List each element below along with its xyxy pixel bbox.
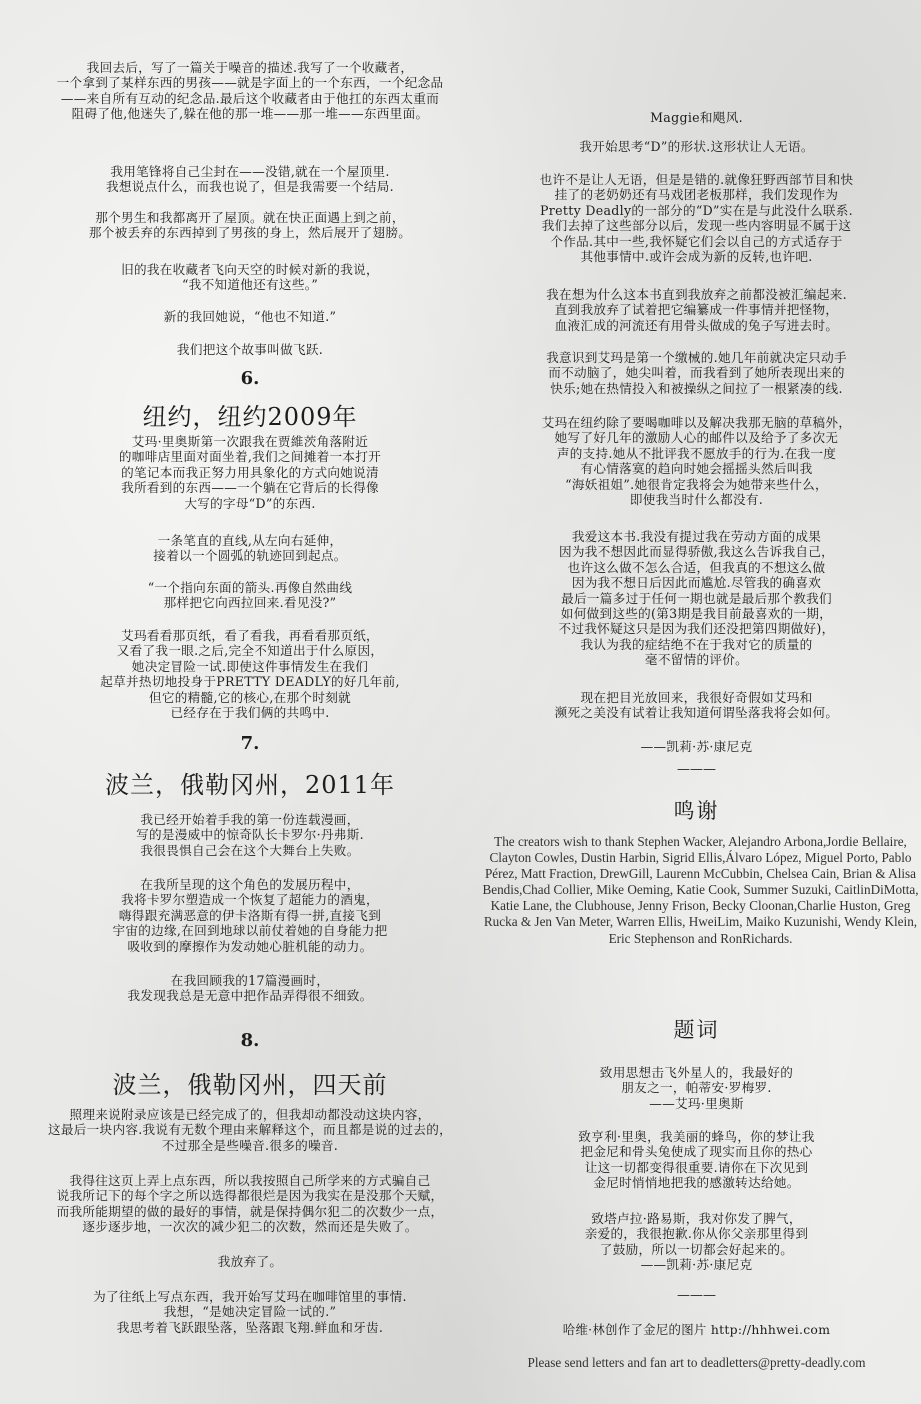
text-line: 金尼时悄悄地把我的感激转达给她。 [593,1175,800,1191]
para-carol [0,877,500,954]
text-line: 逐步逐步地，一次次的减少犯二的次数，然而还是失败了。 [82,1219,418,1235]
text-line: 我开始思考“D”的形状.这形状让人无语。 [579,139,814,154]
text-line: 如何做到这些的(第3期是我目前最喜欢的一期， [560,606,833,622]
para-love-book [472,529,921,668]
para-old-me [0,262,500,293]
text-line: 阻碍了他,他迷失了,躲在他的那一堆——那一堆——东西里面。 [71,106,429,122]
text-line: “我不知道他还有这些。” [181,277,319,293]
text-line: 直到我放弃了试着把它编纂成一件事情并把怪物， [554,302,839,318]
text-line: 这最后一块内容.我说有无数个理由来解释这个，而且都是说的过去的， [47,1122,452,1138]
text-line: The creators wish to thank Stephen Wacker, Alejandro Arbona, [494,834,827,849]
text-line: “一个指向东面的箭头.再像自然曲线 [147,580,353,595]
para-d-shape [472,139,921,154]
para-tricked [0,1173,500,1235]
para-gave-up [0,1254,500,1269]
dedication-henry [472,1129,921,1191]
text-line: 致亨利·里奥，我美丽的蜂鸟，你的梦让我 [578,1129,815,1144]
para-wings [0,210,500,241]
text-line: 而我所能期望的做的最好的事情，就是保持偶尔犯二的次数少一点， [56,1203,444,1219]
text-line: 个作品.其中一些,我怀疑它们会以自己的方式适存于 [550,233,843,249]
text-line: 毫不留情的评价。 [644,652,749,668]
text-line: 我想，“是她决定冒险一试的.” [163,1304,337,1320]
text-line: “海妖祖姐”.她很肯定我将会为她带来些什么， [565,476,828,492]
text-line: Lim, Maiko Kuzunishi, Wendy Klein, Eric Stephenson and Ron [608,914,918,946]
divider-2: ——— [677,1288,716,1303]
text-line: 我很畏惧自己会在这个大舞台上失败。 [140,842,360,858]
text-line: ——艾玛·里奥斯 [649,1095,744,1111]
text-line: 为了往纸上写点东西，我开始写艾玛在咖啡馆里的事情. [93,1289,407,1304]
dedication-tallulah [472,1211,921,1273]
para-arrow [0,580,500,611]
para-emma-surrendered [472,350,921,396]
text-line: 最后一篇多过于任何一期也就是最后那个教我们 [561,590,832,606]
section-title-7: 波兰，俄勒冈州，2011年 [104,771,396,799]
text-line: 因为我不想日后因此而尴尬.尽管我的确喜欢 [571,575,822,591]
text-line: 我爱这本书.我没有提过我在劳动方面的成果 [571,529,822,544]
text-line: 我所看到的东西——一个躺在它背后的长得像 [121,480,379,496]
text-line: 旧的我在收藏者飞向天空的时候对新的我说， [121,262,379,277]
text-line: 她决定冒险一试.即使这件事情发生在我们 [131,658,369,674]
para-compiled [472,287,921,333]
text-line: 吸收到的摩擦作为发动她心脏机能的动力。 [127,938,373,954]
text-line: 让这一切都变得很重要.请你在下次见到 [584,1159,809,1175]
text-line: 新的我回她说，“他也不知道.” [163,309,337,324]
text-line: 挂了的老奶奶还有马戏团老板那样，我们发现作为 [554,187,839,203]
para-straight-line [0,533,500,564]
text-line: 我发现我总是无意中把作品弄得很不细致。 [127,988,373,1004]
text-line: 我回去后，写了一篇关于噪音的描述.我写了一个收藏者， [86,60,414,75]
dedication-emma [472,1065,921,1111]
para-17-issues [0,973,500,1004]
letters-address: Please send letters and fan art to deadletters@pretty-deadly.com [527,1355,866,1370]
text-line: Chad Collier, Mike Oeming, Katie Cook, Summer Suzuki, Caitlin [522,882,871,898]
text-line: 我得往这页上弄上点东西，所以我按照自己所学来的方式骗自己 [69,1173,431,1188]
text-line: 我们把这个故事叫做飞跃. [176,342,324,357]
text-line: 艾玛看看那页纸，看了看我，再看看那页纸， [121,628,379,643]
para-collector [0,60,500,122]
text-line: 艾玛在纽约除了要喝咖啡以及解决我那无脑的草稿外， [541,415,852,430]
text-line: 我在想为什么这本书直到我放弃之前都没被汇编起来. [546,287,847,302]
text-line: 因为我不想因此而显得骄傲,我这么告诉我自己， [558,544,835,560]
section-title-8: 波兰，俄勒冈州，四天前 [112,1071,388,1099]
text-line: 不过那全是些噪音.很多的噪音. [161,1137,339,1153]
section-title-6: 纽约，纽约2009年 [142,403,358,431]
text-line: 在我回顾我的17篇漫画时， [170,973,330,988]
text-line: 但它的精髓,它的核心,在那个时刻就 [148,689,351,705]
text-line: Jordie Bellaire, Clayton Cowles, Dustin Harbin, Sigrid Ellis, [489,834,907,866]
divider-1: ——— [677,762,716,777]
text-line: 快乐;她在热情投入和被操纵之间拉了一根紧凑的线. [550,380,843,396]
para-rooftop [0,164,500,195]
text-line: 我们去掉了这些部分以后，发现一些内容明显不属于这 [541,218,852,234]
text-line: 已经存在于我们俩的共鸣中. [170,705,330,721]
text-line: 的咖啡店里面对面坐着,我们之间摊着一本打开 [118,449,382,465]
dedication-title: 题词 [673,1018,720,1042]
text-line: Charlie Huston, Greg Rucka & Jen Van Meter, Warren Ellis, Hwei [483,898,911,930]
signature-kelly: ——凯莉·苏·康尼克 [640,739,753,754]
text-line: 血液汇成的河流还有用骨头做成的兔子写进去时。 [554,317,839,333]
para-support [472,415,921,507]
text-line: 也许这么做不怎么合适，但我真的不想这么做 [567,559,826,575]
text-line: 艾玛·里奥斯第一次跟我在贾維茨角落附近 [131,434,369,449]
text-line: 的笔记本而我正努力用具象化的方式向她说清 [121,464,379,480]
text-line: 也许不是让人无语，但是是错的.就像狂野西部节目和快 [539,172,854,187]
acknowledgements-title: 鸣谢 [673,799,720,823]
text-line: 我想说点什么，而我也说了，但是我需要一个结局. [106,179,394,195]
para-maggie [472,110,921,125]
para-emma-decided [0,628,500,720]
text-line: Gill, Laurenn McCubbin, Chelsea Cain, Brian & Alisa Bendis, [482,866,917,898]
text-line: Álvaro López, Miguel Porto, Pablo Pérez, Matt Fraction, Drew [484,850,912,882]
para-new-me [0,309,500,324]
section-number-8: 8. [240,1030,260,1051]
text-line: 而不动脑了，她尖叫着，而我看到了她所表现出来的 [548,365,845,381]
text-line: 了鼓励，所以一切都会好起来的。 [599,1241,794,1257]
image-credit: 哈维·林创作了金尼的图片 http://hhhwei.com [562,1322,831,1337]
text-line: 声的支持.她从不批评我不愿放手的行为.在我一度 [556,445,837,461]
text-line: 她写了好几年的激励人心的邮件以及给予了多次无 [554,430,839,446]
para-coffee-shop [0,434,500,511]
para-wild-west [472,172,921,264]
text-line: 现在把目光放回来，我很好奇假如艾玛和 [580,690,813,705]
text-line: Maggie和飓风. [650,110,743,125]
text-line: ——来自所有互动的纪念品.最后这个收藏者由于他扛的东西太重而 [60,90,440,106]
acknowledgements-text [480,834,921,947]
text-line: 不过我怀疑这只是因为我们还没把第四期做好)， [558,621,835,637]
text-line: 我思考着飞跃跟坠落，坠落跟飞翔.鲜血和牙齿. [116,1319,384,1335]
section-number-6: 6. [240,368,260,389]
text-line: 在我所呈现的这个角色的发展历程中， [140,877,360,892]
text-line: 大写的字母“D”的东西. [184,495,316,511]
text-line: 照理来说附录应该是已经完成了的，但我却动都没动这块内容， [69,1107,431,1122]
para-first-comic [0,812,500,858]
text-line: Richards. [742,930,793,946]
text-line: DiMotta, Katie Lane, the Clubhouse, Jenny Frison, Becky Cloonan, [490,882,919,914]
text-line: 一个拿到了某样东西的男孩——就是字面上的一个东西，一个纪念品 [56,75,444,91]
text-line: 嗨得跟充满恶意的伊卡洛斯有得一拼,直接飞到 [118,907,382,923]
para-look-back [472,690,921,721]
text-line: 即使我当时什么都没有. [629,492,764,508]
text-line: 我将卡罗尔塑造成一个恢复了超能力的酒鬼， [121,892,379,908]
para-flight [0,342,500,357]
text-line: 那样把它向西拉回来.看见没?” [163,595,337,611]
text-line: 接着以一个圆弧的轨迹回到起点。 [153,548,347,564]
para-appendix [0,1107,500,1153]
text-line: 我已经开始着手我的第一份连载漫画， [140,812,360,827]
para-cafe-writing [0,1289,500,1335]
text-line: 致用思想击飞外星人的，我最好的 [599,1065,794,1080]
text-line: 我认为我的症结绝不在于我对它的质量的 [580,636,813,652]
text-line: 致塔卢拉·路易斯，我对你发了脾气， [591,1211,802,1226]
text-line: 那个被丢弃的东西掉到了男孩的身上，然后展开了翅膀。 [88,225,412,241]
text-line: ——凯莉·苏·康尼克 [640,1257,753,1273]
text-line: 其他事情中.或许会成为新的反转,也许吧. [580,249,813,265]
text-line: 写的是漫威中的惊奇队长卡罗尔·丹弗斯. [136,827,364,843]
text-line: 一条笔直的直线,从左向右延伸， [157,533,343,548]
text-line: Pretty Deadly的一部分的“D”实在是与此没什么联系. [540,202,853,218]
text-line: 又看了我一眼.之后,完全不知道出于什么原因， [116,643,384,659]
text-line: 我意识到艾玛是第一个缴械的.她几年前就决定只动手 [546,350,847,365]
text-line: 说我所记下的每个字之所以选得都很烂是因为我实在是没那个天赋， [56,1188,444,1204]
text-line: 朋友之一，帕蒂安·罗梅罗. [621,1080,772,1096]
text-line: 宇宙的边缘,在回到地球以前仗着她的自身能力把 [112,923,388,939]
text-line: 起草并热切地投身于PRETTY DEADLY的好几年前, [100,674,400,690]
section-number-7: 7. [240,733,260,754]
text-line: 濒死之美没有试着让我知道何谓坠落我将会如何。 [554,705,839,721]
text-line: 我放弃了。 [217,1254,283,1269]
text-line: 有心情落寞的趋向时她会摇摇头然后叫我 [580,461,813,477]
text-line: 我用笔锋将自己尘封在——没错,就在一个屋顶里. [110,164,390,179]
text-line: 亲爱的，我很抱歉.你从你父亲那里得到 [584,1226,809,1242]
text-line: 那个男生和我都离开了屋顶。就在快正面遇上到之前， [95,210,405,225]
text-line: 把金尼和骨头兔使成了现实而且你的热心 [580,1144,813,1160]
